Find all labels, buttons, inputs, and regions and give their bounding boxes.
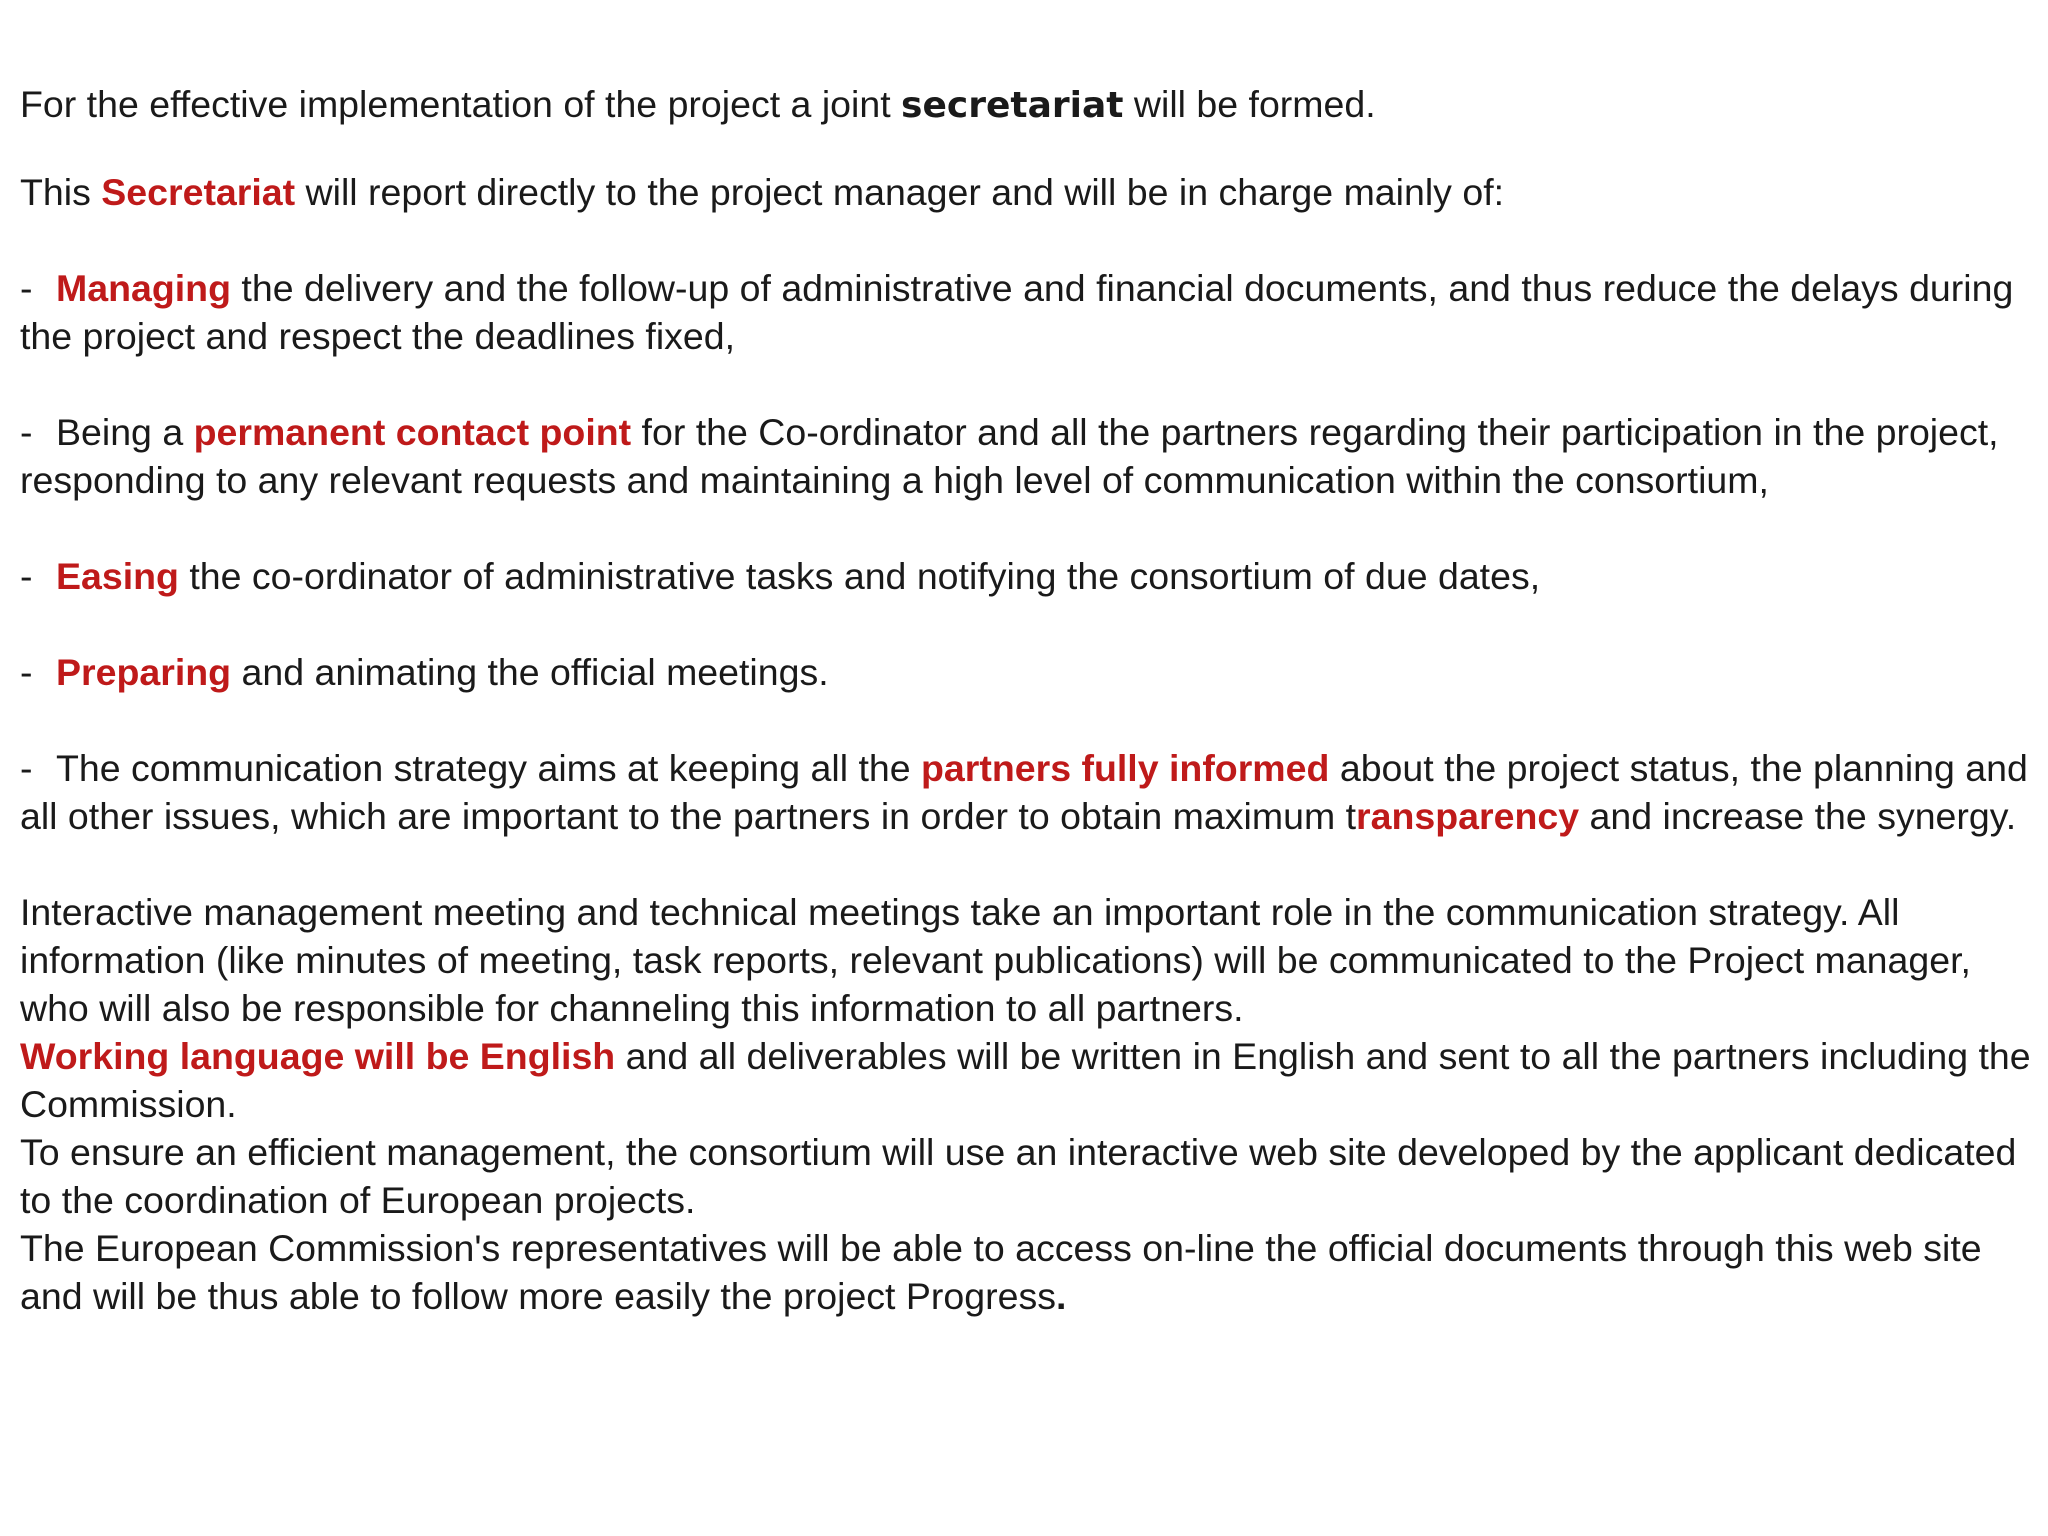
document-body xyxy=(20,80,2040,1320)
bullet-managing: - Managing the delivery and the follow-up of administrative and financial documents, and thus reduce the delays during the project and respect the deadlines fixed, xyxy=(20,264,2040,360)
managing-highlight: Managing xyxy=(56,267,231,309)
intro-paragraph-2: This Secretariat will report directly to the project manager and will be in charge mainly of: xyxy=(20,171,1505,213)
preparing-highlight: Preparing xyxy=(56,651,232,693)
bullet-dash: - xyxy=(20,267,33,309)
closing-paragraph-meetings: Interactive management meeting and technical meetings take an important role in the communication strategy. All information (like minutes of meeting, task reports, relevant publications) will be communicated to the Project manager, who will also be responsible for channeling this information to all partners. xyxy=(20,891,1971,1029)
bullet-preparing: - Preparing and animating the official meetings. xyxy=(20,648,2040,696)
bullet-dash: - xyxy=(20,747,33,789)
working-language-highlight: Working language will be English xyxy=(20,1035,616,1077)
bullet-dash: - xyxy=(20,651,33,693)
secretariat-highlight: Secretariat xyxy=(101,171,296,213)
secretariat-keyword: secretariat xyxy=(901,85,1124,126)
closing-paragraph-language: Working language will be English and all deliverables will be written in English and sent to all the partners including the Commission. xyxy=(20,1035,2031,1125)
contact-point-highlight: permanent contact point xyxy=(193,411,632,453)
bullet-dash: - xyxy=(20,411,33,453)
bullet-contact-point: - Being a permanent contact point for the Co-ordinator and all the partners regarding their participation in the project, responding to any relevant requests and maintaining a high level of communication within the consortium, xyxy=(20,408,2040,504)
closing-paragraph-commission: The European Commission's representatives will be able to access on-line the official documents through this web site and will be thus able to follow more easily the project Progress. xyxy=(20,1227,1982,1317)
bullet-communication-strategy: - The communication strategy aims at keeping all the partners fully informed about the project status, the planning and all other issues, which are important to the partners in order to obtain maximum transparency and increase the synergy. xyxy=(20,744,2040,840)
transparency-highlight: ransparency xyxy=(1356,795,1580,837)
partners-informed-highlight: partners fully informed xyxy=(921,747,1330,789)
intro-paragraph-1: For the effective implementation of the project a joint secretariat will be formed. xyxy=(20,83,1376,126)
easing-highlight: Easing xyxy=(56,555,179,597)
bullet-dash: - xyxy=(20,555,33,597)
closing-paragraph-website: To ensure an efficient management, the consortium will use an interactive web site developed by the applicant dedicated to the coordination of European projects. xyxy=(20,1131,2017,1221)
bullet-easing: - Easing the co-ordinator of administrative tasks and notifying the consortium of due dates, xyxy=(20,552,2040,600)
